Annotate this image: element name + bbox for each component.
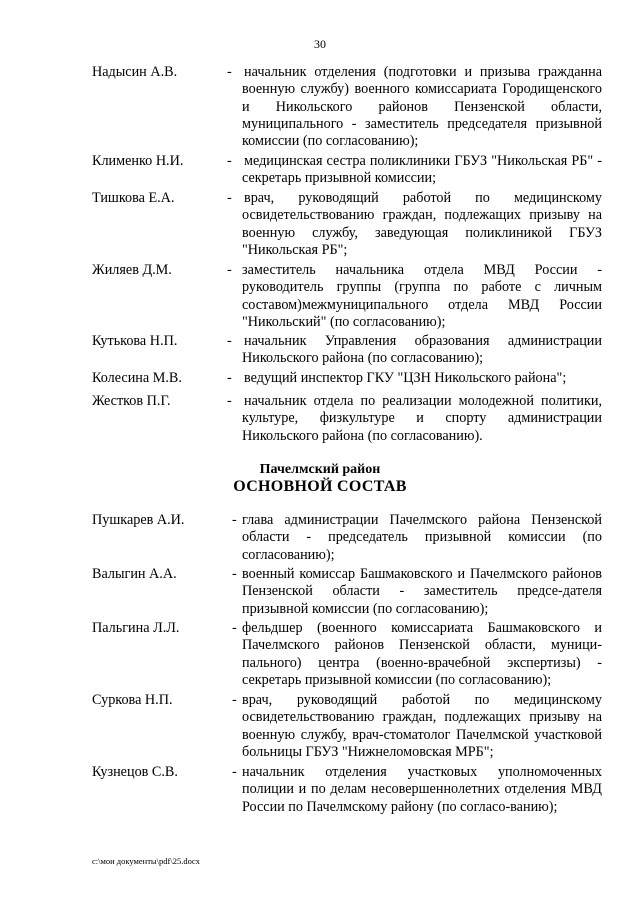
member-role: заместитель начальника отдела МВД России - руководитель группы (группа по работе с личным составом)межмуниципального отдела МВД России "Никольский" (по согласованию); — [242, 262, 602, 330]
member-entry — [0, 512, 640, 563]
member-entry — [0, 620, 640, 688]
footer-file-path: c:\мои документы\pdf\25.docx — [92, 856, 200, 866]
member-role: фельдшер (военного комиссариата Башмаковского и Пачелмского районов Пензенской области, муници-пального) центра (военно-врачебной экспертизы) - секретарь призывной комиссии (по согласованию); — [242, 620, 602, 688]
member-name: Кутькова Н.П. — [92, 333, 178, 349]
member-entry — [0, 764, 640, 815]
member-name: Пушкарев А.И. — [92, 512, 185, 528]
member-entry — [0, 692, 640, 760]
dash: - — [227, 64, 232, 80]
member-entry — [0, 333, 640, 367]
dash: - — [232, 512, 237, 528]
dash: - — [227, 153, 232, 169]
member-role: начальник Управления образования администрации Никольского района (по согласованию); — [242, 333, 602, 367]
member-name: Колесина М.В. — [92, 370, 182, 386]
member-role: ведущий инспектор ГКУ "ЦЗН Никольского района"; — [244, 370, 567, 386]
member-entry — [0, 262, 640, 330]
member-role: врач, руководящий работой по медицинскому освидетельствованию граждан, подлежащих призыву на военную службу, врач-стоматолог Пачелмской участковой больницы ГБУЗ "Нижнеломовская МРБ"; — [242, 692, 602, 760]
member-role: медицинская сестра поликлиники ГБУЗ "Никольская РБ" - секретарь призывной комиссии; — [242, 153, 602, 187]
member-name: Надысин А.В. — [92, 64, 178, 80]
member-entry — [0, 153, 640, 187]
member-entry — [0, 566, 640, 617]
member-name: Валыгин А.А. — [92, 566, 177, 582]
member-role: начальник отдела по реализации молодежной политики, культуре, физкультуре и спорту администрации Никольского района (по согласованию). — [242, 393, 602, 444]
member-name: Пальгина Л.Л. — [92, 620, 180, 636]
member-name: Клименко Н.И. — [92, 153, 184, 169]
member-entry — [0, 370, 640, 386]
page-number: 30 — [314, 37, 326, 51]
member-entry — [0, 64, 640, 150]
member-role: военный комиссар Башмаковского и Пачелмского районов Пензенской области - заместитель предсе-дателя призывной комиссии (по согласованию); — [242, 566, 602, 617]
member-name: Суркова Н.П. — [92, 692, 173, 708]
member-name: Жиляев Д.М. — [92, 262, 172, 278]
member-name: Жестков П.Г. — [92, 393, 171, 409]
member-role: начальник отделения (подготовки и призыва гражданна военную службу) военного комиссариата Городищенского и Никольского районов Пензенской области, муниципального - заместитель председателя призывной комиссии (по согласованию); — [242, 64, 602, 150]
member-entry — [0, 190, 640, 258]
member-role: врач, руководящий работой по медицинскому освидетельствованию граждан, подлежащих призыву на военную службу, заведующая поликлиникой ГБУЗ "Никольская РБ"; — [242, 190, 602, 258]
dash: - — [232, 566, 237, 582]
member-role: начальник отделения участковых уполномоченных полиции и по делам несовершеннолетних отделения МВД России по Пачелмскому району (по согласо-ванию); — [242, 764, 602, 815]
member-role: глава администрации Пачелмского района Пензенской области - председатель призывной комиссии (по согласованию); — [242, 512, 602, 563]
member-name: Кузнецов С.В. — [92, 764, 178, 780]
dash: - — [232, 620, 237, 636]
dash: - — [227, 190, 232, 206]
section-district-title: Пачелмский район — [259, 462, 381, 477]
section-composition-title: ОСНОВНОЙ СОСТАВ — [233, 478, 407, 495]
member-name: Тишкова Е.А. — [92, 190, 175, 206]
dash: - — [232, 764, 237, 780]
member-entry — [0, 393, 640, 444]
dash: - — [227, 333, 232, 349]
dash: - — [227, 262, 232, 278]
dash: - — [227, 370, 232, 386]
dash: - — [227, 393, 232, 409]
dash: - — [232, 692, 237, 708]
